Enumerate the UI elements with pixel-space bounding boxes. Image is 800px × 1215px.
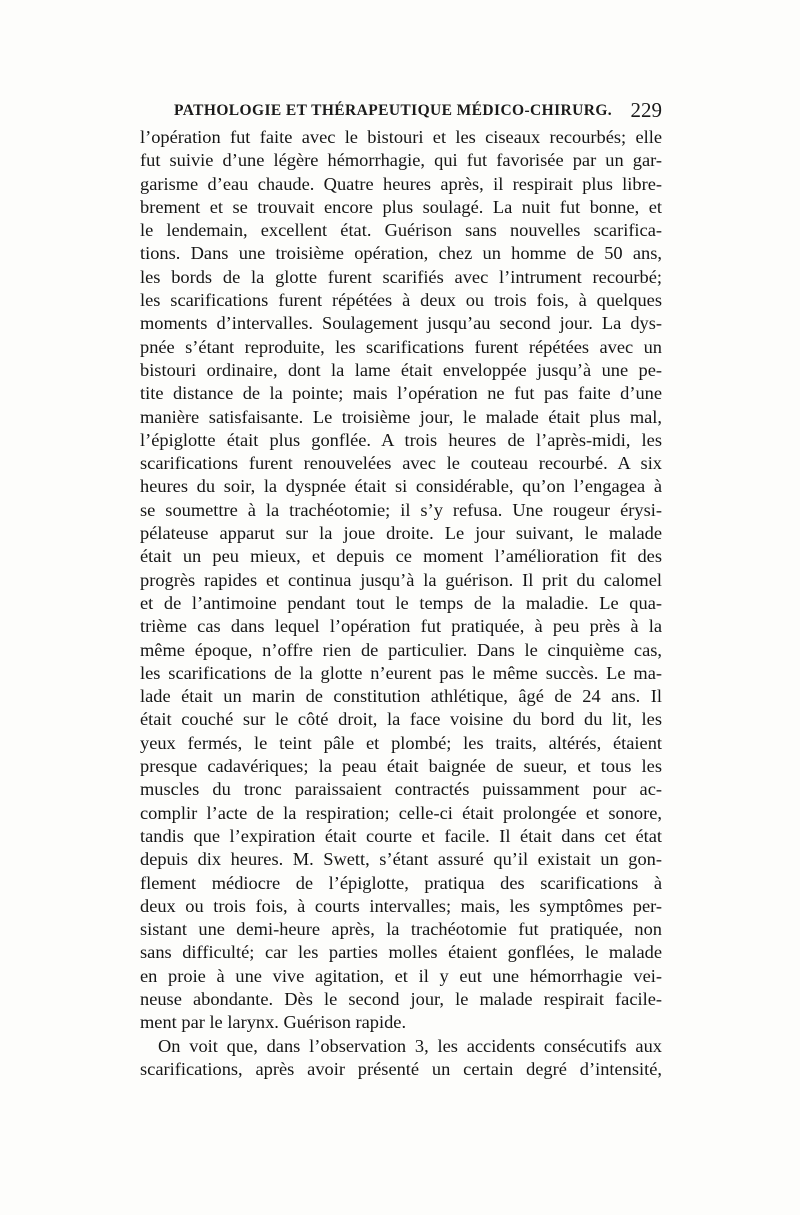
text-line: tandis que l’expiration était courte et facile. Il était dans cet état [140,825,662,846]
text-line: brement et se trouvait encore plus soulagé. La nuit fut bonne, et [140,196,662,217]
text-line: les scarifications de la glotte n’eurent pas le même succès. Le ma- [140,662,662,683]
text-line: fut suivie d’une légère hémorrhagie, qui fut favorisée par un gar- [140,150,662,171]
text-line: était un peu mieux, et depuis ce moment l’amélioration fit des [140,546,662,567]
paragraph-end-line: ment par le larynx. Guérison rapide. [140,1012,407,1033]
text-line: et de l’antimoine pendant tout le temps de la maladie. Le qua- [140,592,662,613]
page-number: 229 [630,98,662,122]
text-line: pnée s’étant reproduite, les scarifications furent répétées avec un [140,336,662,357]
text-line: en proie à une vive agitation, et il y eut une hémorrhagie vei- [140,965,662,986]
text-line: presque cadavériques; la peau était baignée de sueur, et tous les [140,756,662,777]
text-line: sistant une demi-heure après, la trachéotomie fut pratiquée, non [140,919,662,940]
page-header [140,98,662,124]
text-line: progrès rapides et continua jusqu’à la guérison. Il prit du calomel [140,569,662,590]
text-line: tions. Dans une troisième opération, chez un homme de 50 ans, [140,243,662,264]
text-line: tite distance de la pointe; mais l’opération ne fut pas faite d’une [140,383,662,404]
text-line: deux ou trois fois, à courts intervalles; mais, les symptômes per- [140,895,662,916]
paragraph-start-line: On voit que, dans l’observation 3, les accidents consécutifs aux [158,1035,662,1056]
text-line: garisme d’eau chaude. Quatre heures après, il respirait plus libre- [140,173,662,194]
text-line: muscles du tronc paraissaient contractés puissamment pour ac- [140,779,662,800]
text-line: sans difficulté; car les parties molles étaient gonflées, le malade [140,942,662,963]
text-line: le lendemain, excellent état. Guérison sans nouvelles scarifica- [140,220,662,241]
text-line: l’épiglotte était plus gonflée. A trois heures de l’après-midi, les [140,429,662,450]
text-line: même époque, n’offre rien de particulier. Dans le cinquième cas, [140,639,662,660]
text-line: moments d’intervalles. Soulagement jusqu’au second jour. La dys- [140,313,662,334]
running-title: PATHOLOGIE ET THÉRAPEUTIQUE MÉDICO-CHIRURG. [174,102,613,119]
text-line: l’opération fut faite avec le bistouri et les ciseaux recourbés; elle [140,127,662,147]
text-line: heures du soir, la dyspnée était si considérable, qu’on l’engagea à [140,476,662,497]
text-line: les scarifications furent répétées à deux ou trois fois, à quelques [140,290,662,311]
text-line: était couché sur le côté droit, la face voisine du bord du lit, les [140,709,662,730]
text-line: lade était un marin de constitution athlétique, âgé de 24 ans. Il [140,686,662,707]
text-line: scarifications furent renouvelées avec le couteau recourbé. A six [140,453,662,474]
text-line: manière satisfaisante. Le troisième jour, le malade était plus mal, [140,406,662,427]
text-line: yeux fermés, le teint pâle et plombé; les traits, altérés, étaient [140,732,662,753]
text-line: les bords de la glotte furent scarifiés avec l’intrument recourbé; [140,266,662,287]
text-line: se soumettre à la trachéotomie; il s’y refusa. Une rougeur érysi- [140,499,662,520]
text-line: scarifications, après avoir présenté un certain degré d’intensité, [140,1058,662,1079]
text-line: depuis dix heures. M. Swett, s’étant assuré qu’il existait un gon- [140,849,662,870]
text-line: complir l’acte de la respiration; celle-ci était prolongée et sonore, [140,802,662,823]
text-line: neuse abondante. Dès le second jour, le malade respirait facile- [140,988,662,1009]
text-line: trième cas dans lequel l’opération fut pratiquée, à peu près à la [140,616,662,637]
text-line: bistouri ordinaire, dont la lame était enveloppée jusqu’à une pe- [140,359,662,380]
text-line: pélateuse apparut sur la joue droite. Le jour suivant, le malade [140,523,662,544]
body-text [140,126,662,1081]
text-line: flement médiocre de l’épiglotte, pratiqua des scarifications à [140,872,662,893]
